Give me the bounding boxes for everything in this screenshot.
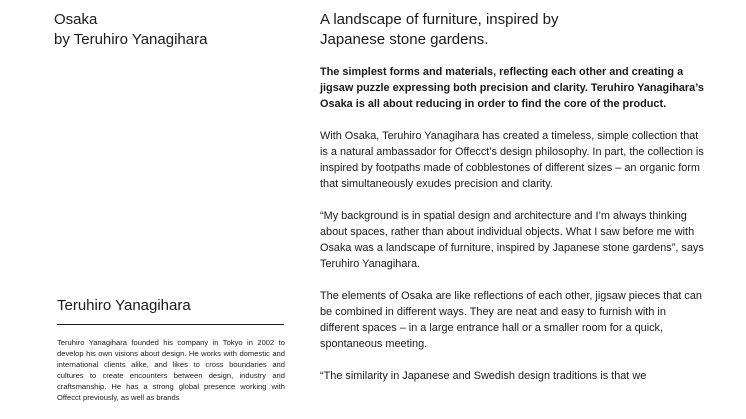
article-heading <box>320 10 720 50</box>
heading-line-2: Japanese stone gardens. <box>320 31 489 48</box>
designer-bio: Teruhiro Yanagihara founded his company in Tokyo in 2002 to develop his own visions about design. He works with domestic and international clients alike, and likes to cross boundaries and cultures to create encounters between design, industry and craftsmanship. He has a strong global presence working with Offecct previously, as well as brands <box>57 338 285 402</box>
document-title <box>54 10 294 50</box>
body-paragraph-3: The elements of Osaka are like reflections of each other, jigsaw pieces that can be combined in different ways. They are neat and easy to furnish with in different spaces – in a large entrance hall or a smaller room for a quick, spontaneous meeting. <box>320 290 702 350</box>
title-line-1: Osaka <box>54 11 98 28</box>
divider <box>57 324 284 325</box>
designer-heading: Teruhiro Yanagihara <box>57 297 191 314</box>
body-paragraph-2: “My background is in spatial design and architecture and I’m always thinking about spaces, rather than about individual objects. What I saw before me with Osaka was a landscape of furniture, inspired by Japanese stone gardens”, says Teruhiro Yanagihara. <box>320 210 704 270</box>
title-line-2: by Teruhiro Yanagihara <box>54 31 208 48</box>
lead-paragraph: The simplest forms and materials, reflecting each other and creating a jigsaw puzzle expressing both precision and clarity. Teruhiro Yanagihara’s Osaka is all about reducing in order to find the core of the product. <box>320 66 704 110</box>
body-paragraph-4: “The similarity in Japanese and Swedish design traditions is that we <box>320 370 647 382</box>
body-paragraph-1: With Osaka, Teruhiro Yanagihara has created a timeless, simple collection that is a natural ambassador for Offecct’s design philosophy. In part, the collection is inspired by footpaths made of cobblestones of different sizes – an organic form that simultaneously exudes precision and clarity. <box>320 130 704 190</box>
heading-line-1: A landscape of furniture, inspired by <box>320 11 559 28</box>
article-body <box>320 64 704 400</box>
